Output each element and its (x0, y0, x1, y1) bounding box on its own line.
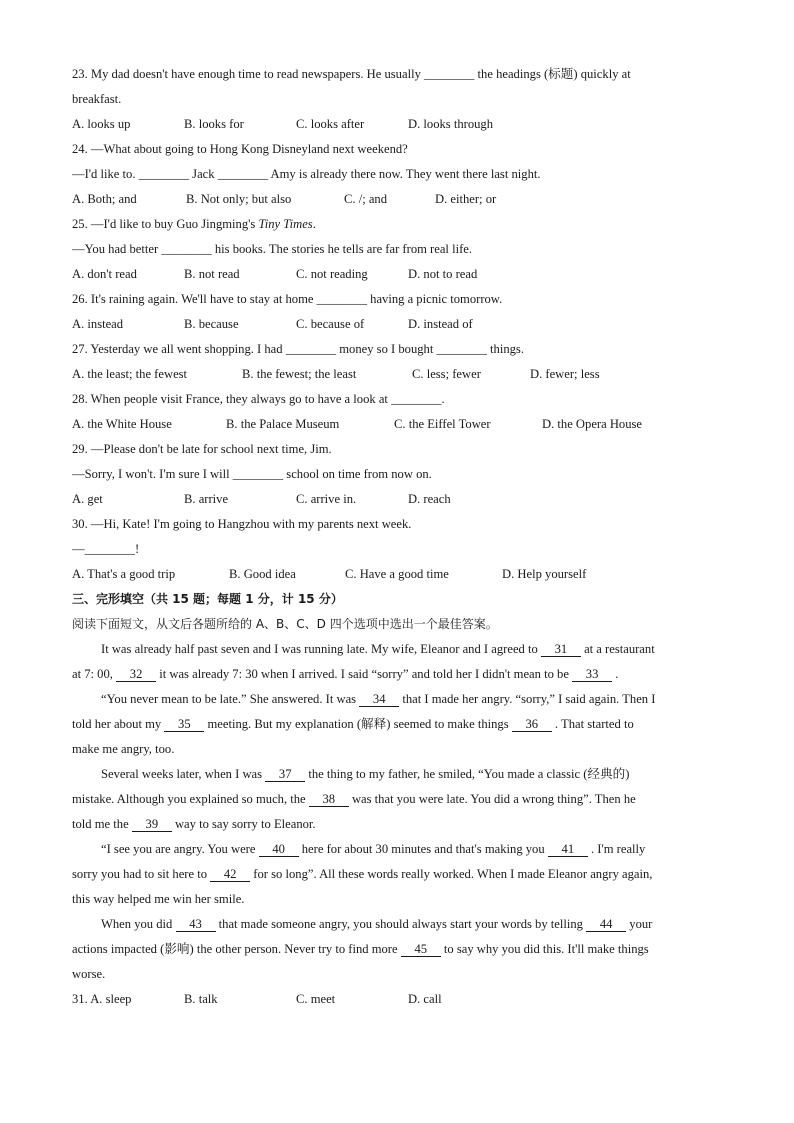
blank-32: 32 (116, 667, 156, 682)
option-d: D. either; or (435, 192, 497, 206)
option-a: A. get (72, 492, 103, 506)
q28-stem: 28. When people visit France, they always go to have a look at ________. (72, 392, 445, 406)
blank-40: 40 (259, 842, 299, 857)
blank-43: 43 (176, 917, 216, 932)
blank-34: 34 (359, 692, 399, 707)
option-a: A. don't read (72, 267, 137, 281)
q24-reply: —I'd like to. ________ Jack ________ Amy is already there now. They went there last night. (72, 167, 541, 181)
passage-line: told me the 39 way to say sorry to Eleanor. (72, 817, 316, 831)
option-d: D. not to read (408, 267, 478, 281)
option-d: D. the Opera House (542, 417, 643, 431)
blank-41: 41 (548, 842, 588, 857)
blank: ________ (84, 542, 135, 556)
blank-33: 33 (572, 667, 612, 682)
option-c: C. Have a good time (345, 567, 449, 581)
blank-36: 36 (512, 717, 552, 732)
blank-42: 42 (210, 867, 250, 882)
blank: ________ (232, 467, 284, 481)
option-b: B. the fewest; the least (242, 367, 357, 381)
option-b: B. Good idea (229, 567, 296, 581)
q27-stem: 27. Yesterday we all went shopping. I had ________ money so I bought ________ things. (72, 342, 524, 356)
q25-reply: —You had better ________ his books. The stories he tells are far from real life. (72, 242, 473, 256)
option-a: A. Both; and (72, 192, 137, 206)
option-b: B. looks for (184, 117, 244, 131)
blank: ________ (391, 392, 442, 406)
option-b: B. not read (184, 267, 240, 281)
blank-38: 38 (309, 792, 349, 807)
blank: ________ (161, 242, 212, 256)
option-b: B. arrive (184, 492, 229, 506)
q29-stem: 29. —Please don't be late for school next time, Jim. (72, 442, 332, 456)
passage-line: “I see you are angry. You were 40 here for about 30 minutes and that's making you 41 . I'm really (101, 842, 646, 856)
option-d: D. Help yourself (502, 567, 587, 581)
blank-39: 39 (132, 817, 172, 832)
passage-line: worse. (72, 967, 106, 981)
passage-line: this way helped me win her smile. (72, 892, 245, 906)
section-instruction: 阅读下面短文，从文后各题所给的 A、B、C、D 四个选项中选出一个最佳答案。 (72, 617, 498, 631)
blank: ________ (424, 67, 475, 81)
blank: ________ (436, 342, 487, 356)
option-d: D. fewer; less (530, 367, 600, 381)
section-heading: 三、完形填空（共 15 题；每题 1 分，计 15 分） (72, 592, 343, 606)
option-b: B. the Palace Museum (226, 417, 340, 431)
option-d: D. reach (408, 492, 451, 506)
passage-line: It was already half past seven and I was running late. My wife, Eleanor and I agreed to 31 at a restaurant (101, 642, 655, 656)
q26-stem: 26. It's raining again. We'll have to stay at home ________ having a picnic tomorrow. (72, 292, 503, 306)
option-a: A. the least; the fewest (72, 367, 188, 381)
option-d: D. looks through (408, 117, 494, 131)
q25-stem: 25. —I'd like to buy Guo Jingming's Tiny Times. (72, 217, 316, 231)
option-d: D. call (408, 992, 442, 1006)
blank: ________ (285, 342, 337, 356)
option-c: C. arrive in. (296, 492, 357, 506)
passage-line: When you did 43 that made someone angry, you should always start your words by telling 44 your (101, 917, 653, 931)
passage-line: “You never mean to be late.” She answered. It was 34 that I made her angry. “sorry,” I said again. Then I (101, 692, 656, 706)
blank-31: 31 (541, 642, 581, 657)
option-c: C. meet (296, 992, 336, 1006)
option-a: A. the White House (72, 417, 172, 431)
blank: ________ (217, 167, 269, 181)
passage-line: mistake. Although you explained so much, the 38 was that you were late. You did a wrong thing”. Then he (72, 792, 636, 806)
passage-line: told her about my 35 meeting. But my explanation (解释) seemed to make things 36 . That started to (72, 717, 634, 731)
option-b: B. because (184, 317, 239, 331)
blank: ________ (316, 292, 367, 306)
option-a: A. looks up (72, 117, 131, 131)
option-d: D. instead of (408, 317, 473, 331)
option-c: C. because of (296, 317, 365, 331)
blank-44: 44 (586, 917, 626, 932)
option-a: A. That's a good trip (72, 567, 176, 581)
passage-line: Several weeks later, when I was 37 the thing to my father, he smiled, “You made a classic (经典的) (101, 767, 630, 781)
option-c: C. not reading (296, 267, 368, 281)
option-a: 31. A. sleep (72, 992, 132, 1006)
option-c: C. looks after (296, 117, 365, 131)
passage-line: make me angry, too. (72, 742, 175, 756)
option-c: C. less; fewer (412, 367, 481, 381)
book-title: Tiny Times (258, 217, 313, 231)
q23-stem: 23. My dad doesn't have enough time to read newspapers. He usually ________ the headings (标题) quickly at (72, 67, 631, 81)
passage-line: sorry you had to sit here to 42 for so long”. All these words really worked. When I made Eleanor angry again, (72, 867, 653, 881)
option-a: A. instead (72, 317, 124, 331)
blank-37: 37 (265, 767, 305, 782)
blank-35: 35 (164, 717, 204, 732)
q24-stem: 24. —What about going to Hong Kong Disneyland next weekend? (72, 142, 408, 156)
option-b: B. talk (184, 992, 218, 1006)
option-c: C. the Eiffel Tower (394, 417, 491, 431)
passage-line: actions impacted (影响) the other person. Never try to find more 45 to say why you did this. It'll make things (72, 942, 649, 956)
passage-line: at 7: 00, 32 it was already 7: 30 when I arrived. I said “sorry” and told her I didn't mean to be 33 . (72, 667, 619, 681)
option-c: C. /; and (344, 192, 388, 206)
q30-stem: 30. —Hi, Kate! I'm going to Hangzhou with my parents next week. (72, 517, 412, 531)
q29-reply: —Sorry, I won't. I'm sure I will ________ school on time from now on. (72, 467, 432, 481)
option-b: B. Not only; but also (186, 192, 292, 206)
blank-45: 45 (401, 942, 441, 957)
q30-reply: —________! (72, 542, 140, 556)
blank: ________ (138, 167, 190, 181)
q23-stem-cont: breakfast. (72, 92, 122, 106)
